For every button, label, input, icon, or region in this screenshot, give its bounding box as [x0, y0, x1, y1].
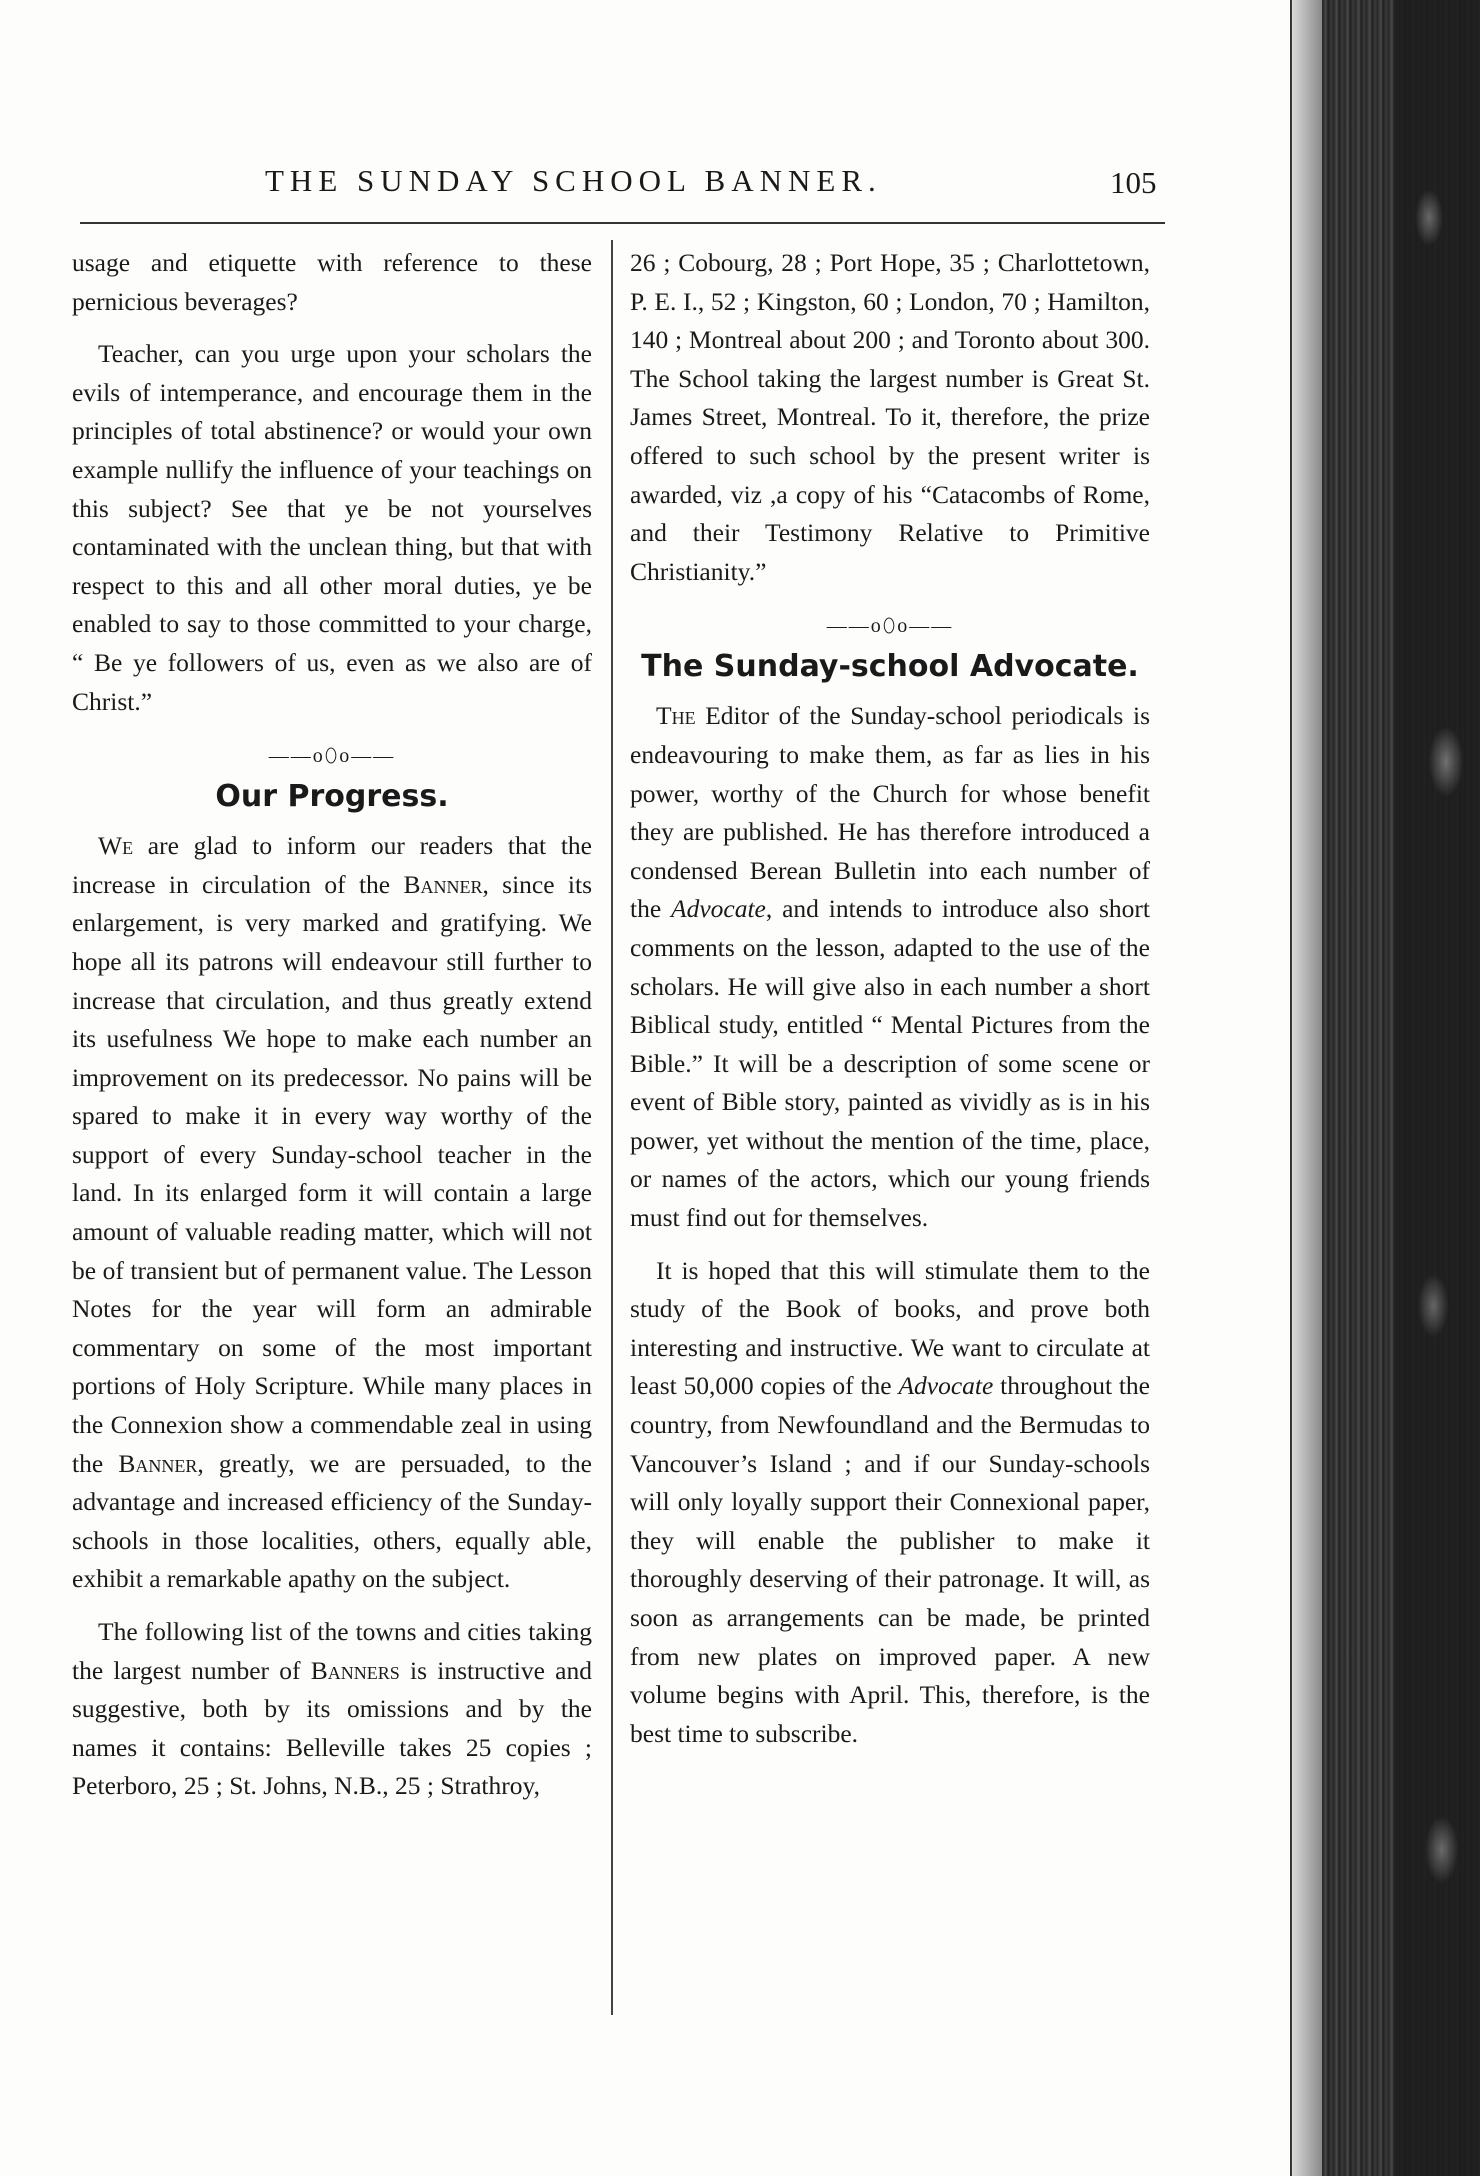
advocate-name: Advocate: [671, 894, 766, 924]
paragraph: The Editor of the Sunday-school periodicals is endeavouring to make them, as far as lies in his power, worthy of the Church for whose benefit they are published. He has therefore introduced a condensed Berean Bulletin into each number of the Advocate, and intends to introduce also short comments on the lesson, adapted to the use of the scholars. He will give also in each number a short Biblical study, entitled “ Mental Pictures from the Bible.” It will be a description of some scene or event of Bible story, painted as vividly as is in his power, yet without the mention of the time, place, or names of the actors, which our young friends must find out for themselves.: [630, 701, 1150, 1233]
paragraph: 26 ; Cobourg, 28 ; Port Hope, 35 ; Charlottetown, P. E. I., 52 ; Kingston, 60 ; London, 70 ; Hamilton, 140 ; Montreal about 200 ; and Toronto about 300. The School taking the largest number is Great St. James Street, Montreal. To it, therefore, the prize offered to such school by the present writer is awarded, viz ,a copy of his “Catacombs of Rome, and their Testimony Relative to Primitive Christianity.”: [630, 248, 1150, 586]
running-head: THE SUNDAY SCHOOL BANNER.: [265, 163, 882, 198]
page-number: 105: [1110, 165, 1157, 200]
paragraph: It is hoped that this will stimulate them to the study of the Book of books, and prove both interesting and instructive. We want to circulate at least 50,000 copies of the Advocate throughout the country, from Newfoundland and the Bermudas to Vancouver’s Island ; and if our Sunday-schools will only loyally support their Connexional paper, they will enable the publisher to make it thoroughly deserving of their patronage. It will, as soon as arrangements can be made, be printed from new plates on improved paper. A new volume begins with April. This, therefore, is the best time to subscribe.: [630, 1255, 1150, 1748]
paragraph: We are glad to inform our readers that the increase in circulation of the Banner, since its enlargement, is very marked and gratifying. We hope all its patrons will endeavour still further to increase that circulation, and thus greatly extend its usefulness We hope to make each number an improvement on its predecessor. No pains will be spared to make it in every way worthy of the support of every Sunday-school teacher in the land. In its enlarged form it will contain a large amount of valuable reading matter, which will not be of transient but of permanent value. The Lesson Notes for the year will form an admirable commentary on some of the most important portions of Holy Scripture. While many places in the Connexion show a commendable zeal in using the Banner, greatly, we are persuaded, to the advantage and increased efficiency of the Sunday-schools in those localities, others, equally able, exhibit a remarkable apathy on the subject.: [72, 831, 592, 1594]
section-title-advocate: The Sunday-school Advocate.: [641, 649, 1139, 685]
banner-name: Banner: [403, 869, 483, 899]
page-edge-shadow: [1292, 0, 1322, 2176]
right-column: [630, 244, 1150, 1767]
banner-name: Banners: [310, 1655, 400, 1685]
paragraph: The following list of the towns and cities taking the largest number of Banners is instructive and suggestive, both by its omissions and by the names it contains: Belleville takes 25 copies ; Peterboro, 25 ; St. Johns, N.B., 25 ; Strathroy,: [72, 1617, 592, 1801]
header-rule: [80, 222, 1165, 224]
paragraph: Teacher, can you urge upon your scholars the evils of intemperance, and encourage them in the principles of total abstinence? or would your own example nullify the influence of your teachings on this subject? See that ye be not yourselves contaminated with the unclean thing, but that with respect to this and all other moral duties, ye be enabled to say to those committed to your charge, “ Be ye followers of us, even as we also are of Christ.”: [72, 339, 592, 716]
banner-name: Banner: [118, 1448, 198, 1478]
advocate-name: Advocate: [898, 1371, 994, 1401]
column-divider: [611, 240, 613, 2015]
lead-word: We: [98, 831, 134, 861]
lead-word: The: [656, 701, 696, 731]
section-title-our-progress: Our Progress.: [215, 779, 449, 815]
section-ornament: ——o⬯o——: [826, 615, 954, 638]
paragraph: usage and etiquette with reference to these pernicious beverages?: [72, 248, 592, 316]
section-ornament: ——o⬯o——: [268, 745, 396, 768]
left-column: [72, 244, 592, 1820]
marbled-cover-edge: [1395, 0, 1480, 2176]
